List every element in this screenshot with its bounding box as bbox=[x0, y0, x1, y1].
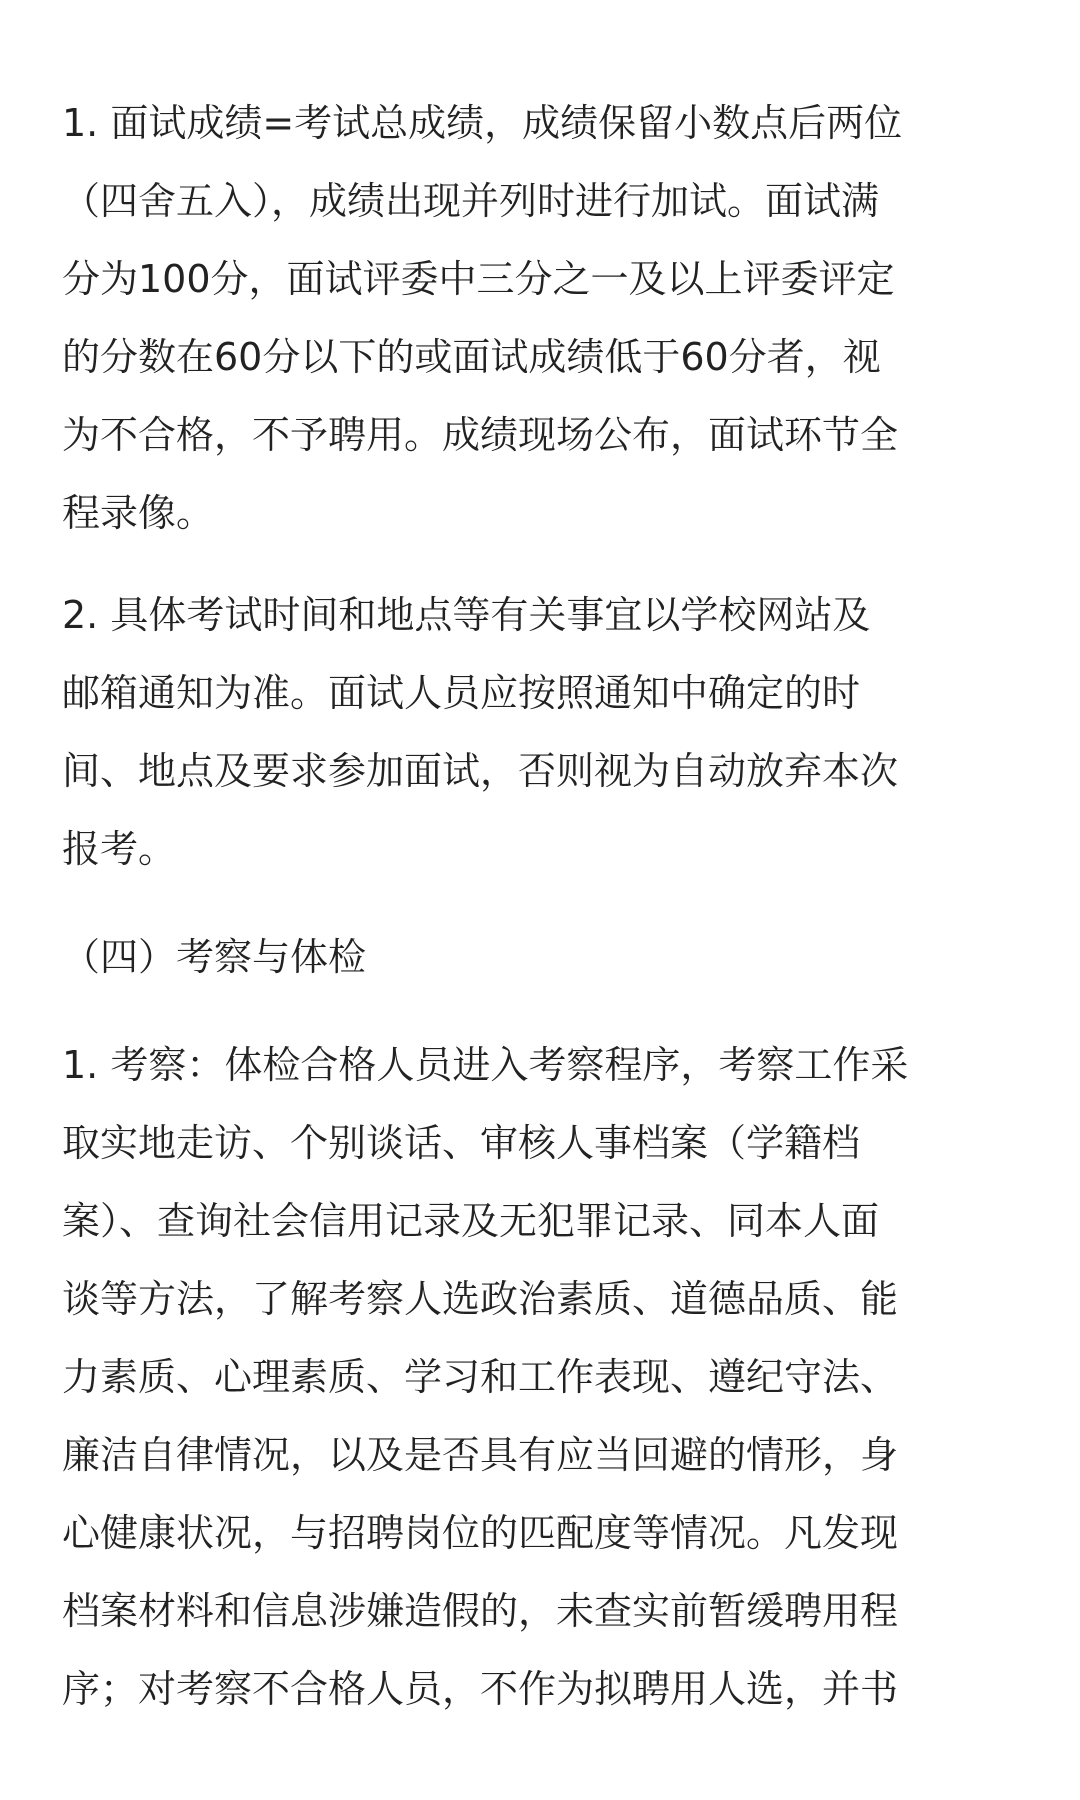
section-heading-text: （四）考察与体检 bbox=[62, 935, 367, 979]
text-line: 2. 具体考试时间和地点等有关事宜以学校网站及 bbox=[62, 593, 871, 637]
text-line: 的分数在60分以下的或面试成绩低于60分者，视 bbox=[62, 335, 881, 379]
text-line: 分为100分，面试评委中三分之一及以上评委评定 bbox=[62, 257, 895, 301]
text-line: 谈等方法，了解考察人选政治素质、道德品质、能 bbox=[62, 1277, 899, 1321]
document-body bbox=[62, 84, 1030, 1728]
text-line: 程录像。 bbox=[62, 491, 215, 535]
text-line: 间、地点及要求参加面试，否则视为自动放弃本次 bbox=[62, 749, 899, 793]
text-line: 档案材料和信息涉嫌造假的，未查实前暂缓聘用程 bbox=[62, 1589, 899, 1633]
paragraph-spacer bbox=[62, 888, 1030, 918]
paragraph-spacer bbox=[62, 996, 1030, 1026]
text-line: 1. 考察：体检合格人员进入考察程序，考察工作采 bbox=[62, 1043, 909, 1087]
paragraph-investigation bbox=[62, 1026, 1030, 1728]
text-line: （四舍五入），成绩出现并列时进行加试。面试满 bbox=[62, 179, 880, 223]
text-line: 力素质、心理素质、学习和工作表现、遵纪守法、 bbox=[62, 1355, 899, 1399]
text-line: 报考。 bbox=[62, 827, 177, 871]
text-line: 1. 面试成绩=考试总成绩，成绩保留小数点后两位 bbox=[62, 101, 903, 145]
text-line: 案）、查询社会信用记录及无犯罪记录、同本人面 bbox=[62, 1199, 880, 1243]
text-line: 取实地走访、个别谈话、审核人事档案（学籍档 bbox=[62, 1121, 861, 1165]
paragraph-exam-time-location bbox=[62, 576, 1030, 888]
text-line: 邮箱通知为准。面试人员应按照通知中确定的时 bbox=[62, 671, 861, 715]
section-heading bbox=[62, 918, 1030, 996]
text-line: 序；对考察不合格人员，不作为拟聘用人选，并书 bbox=[62, 1667, 899, 1711]
paragraph-spacer bbox=[62, 552, 1030, 576]
text-line: 心健康状况，与招聘岗位的匹配度等情况。凡发现 bbox=[62, 1511, 899, 1555]
paragraph-interview-score bbox=[62, 84, 1030, 552]
text-line: 廉洁自律情况，以及是否具有应当回避的情形，身 bbox=[62, 1433, 899, 1477]
text-line: 为不合格，不予聘用。成绩现场公布，面试环节全 bbox=[62, 413, 899, 457]
